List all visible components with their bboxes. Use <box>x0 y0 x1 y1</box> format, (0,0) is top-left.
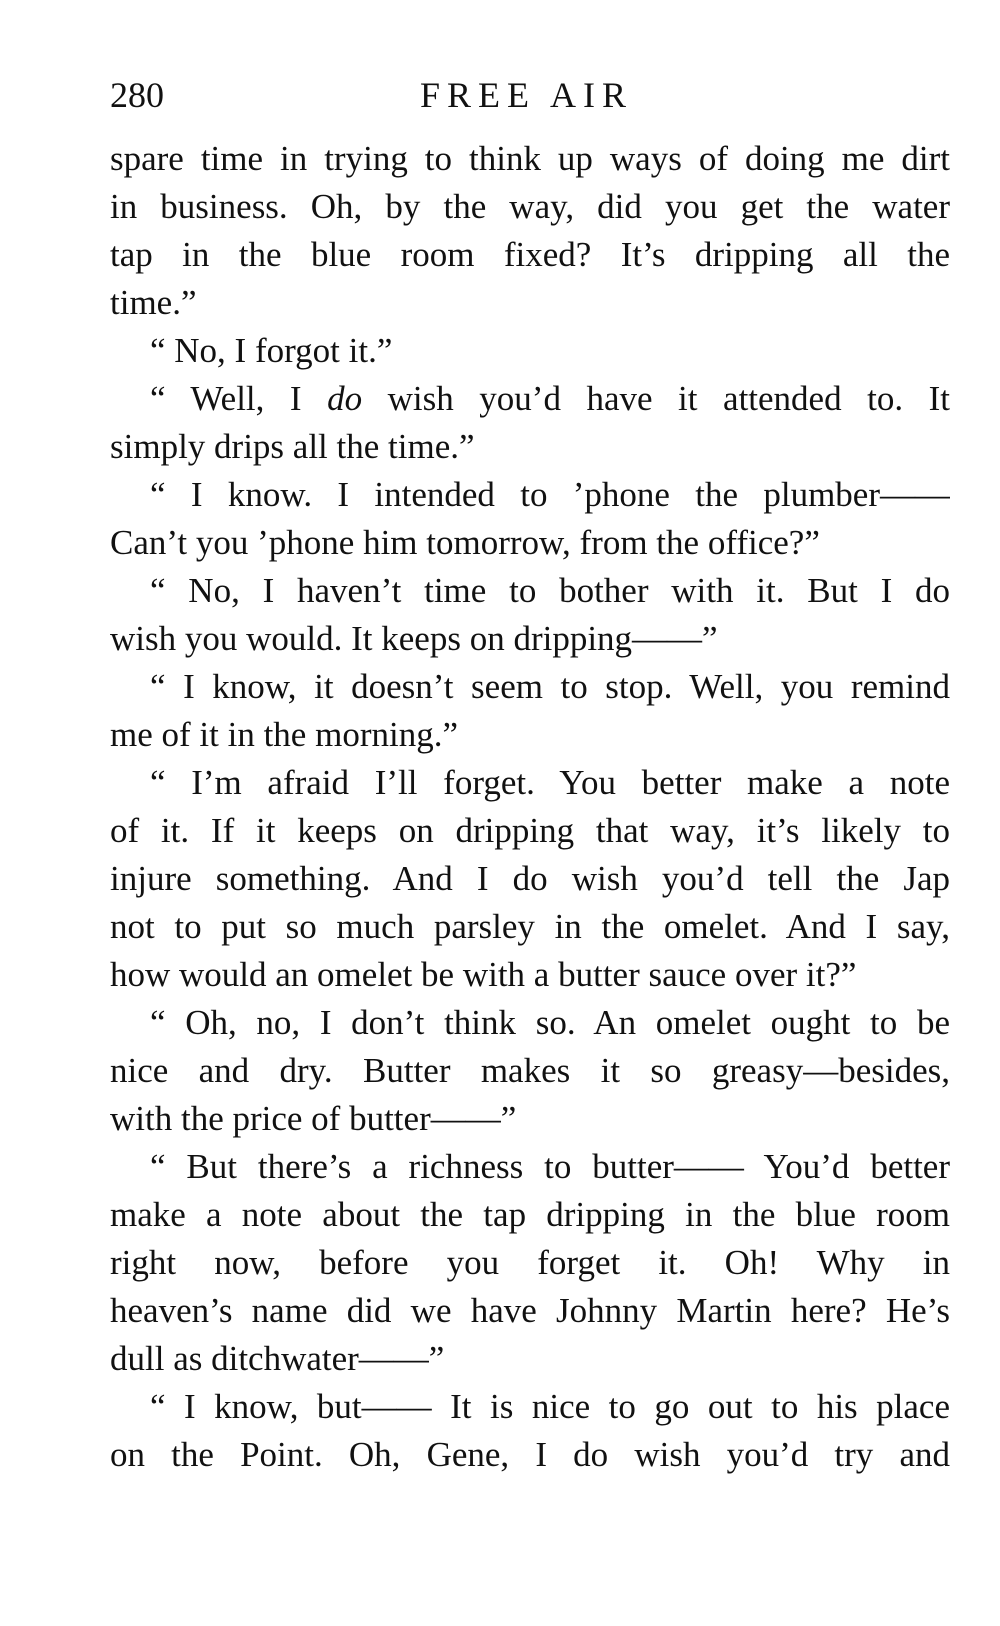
text-line: of it. If it keeps on dripping that way, it’s likely to <box>110 811 950 850</box>
text-fragment: “ Well, I <box>150 379 328 418</box>
text-line: wish you would. It keeps on dripping——” <box>110 619 718 658</box>
text-line: simply drips all the time.” <box>110 427 475 466</box>
text-line: “ No, I forgot it.” <box>150 331 393 370</box>
text-line: not to put so much parsley in the omelet. And I say, <box>110 907 950 946</box>
running-head <box>110 70 950 120</box>
text-line: on the Point. Oh, Gene, I do wish you’d try and <box>110 1435 950 1474</box>
text-line: “ I’m afraid I’ll forget. You better make a note <box>150 763 950 802</box>
text-line: Can’t you ’phone him tomorrow, from the office?” <box>110 523 820 562</box>
page-number: 280 <box>110 75 164 115</box>
text-line: tap in the blue room fixed? It’s dripping all the <box>110 235 950 274</box>
text-line <box>110 375 950 423</box>
text-line: “ I know, it doesn’t seem to stop. Well, you remind <box>150 667 950 706</box>
text-line: “ I know. I intended to ’phone the plumber—— <box>150 475 950 514</box>
text-line: dull as ditchwater——” <box>110 1339 445 1378</box>
text-line: “ I know, but—— It is nice to go out to his place <box>150 1387 950 1426</box>
text-line: injure something. And I do wish you’d tell the Jap <box>110 859 950 898</box>
text-line: “ But there’s a richness to butter—— You’d better <box>150 1147 950 1186</box>
text-line: spare time in trying to think up ways of doing me dirt <box>110 139 950 178</box>
body-text <box>110 135 950 1479</box>
text-line: me of it in the morning.” <box>110 715 458 754</box>
text-fragment: wish you’d have it attended to. It <box>362 379 950 418</box>
text-line: nice and dry. Butter makes it so greasy—besides, <box>110 1051 950 1090</box>
text-line: with the price of butter——” <box>110 1099 517 1138</box>
text-line: time.” <box>110 283 197 322</box>
running-title: FREE AIR <box>420 75 634 115</box>
text-line: right now, before you forget it. Oh! Why in <box>110 1243 950 1282</box>
text-line: heaven’s name did we have Johnny Martin here? He’s <box>110 1291 950 1330</box>
text-line: make a note about the tap dripping in the blue room <box>110 1195 950 1234</box>
emphasis-text: do <box>327 379 363 418</box>
text-line: in business. Oh, by the way, did you get the water <box>110 187 950 226</box>
text-line: “ Oh, no, I don’t think so. An omelet ought to be <box>150 1003 950 1042</box>
text-line: “ No, I haven’t time to bother with it. But I do <box>150 571 950 610</box>
text-line: how would an omelet be with a butter sauce over it?” <box>110 955 857 994</box>
